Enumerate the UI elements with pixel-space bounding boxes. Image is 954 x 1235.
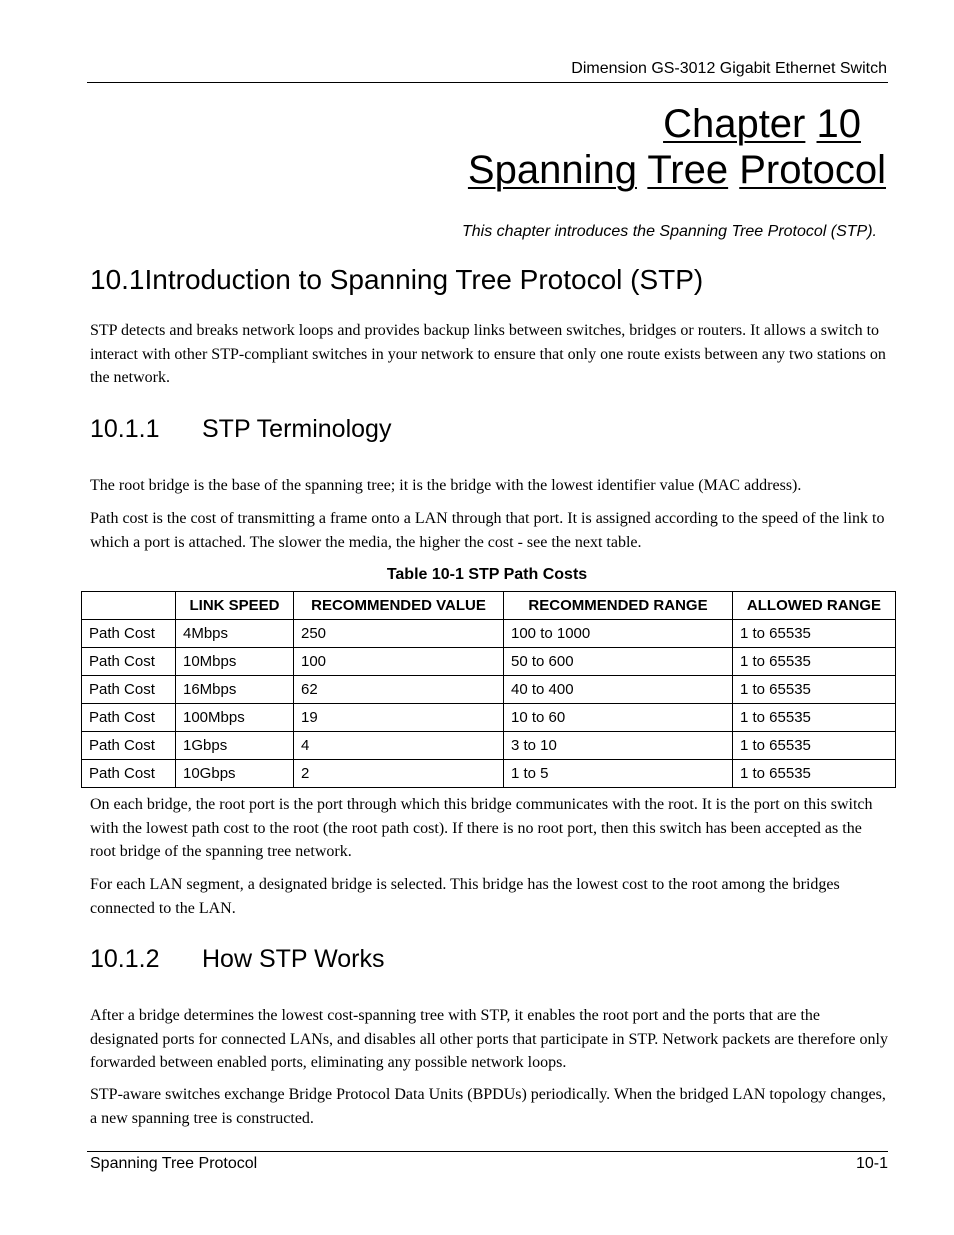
table-header-cell: ALLOWED RANGE [733,592,896,620]
table-cell: 19 [294,704,504,732]
chapter-title-word: Spanning [467,148,637,192]
table-cell: Path Cost [82,676,176,704]
table-header-row [82,592,896,620]
table-cell: 2 [294,760,504,788]
section-heading-10-1 [90,264,703,296]
header-rule [87,82,888,83]
table-cell: 10Gbps [176,760,294,788]
root-bridge-paragraph: The root bridge is the base of the spanning tree; it is the bridge with the lowest identifier value (MAC address). [90,477,802,494]
table-cell: 4Mbps [176,620,294,648]
section-title: STP Terminology [202,415,392,443]
table-cell: 50 to 600 [504,648,733,676]
table-row [82,648,896,676]
table-cell: 62 [294,676,504,704]
section-heading-10-1-2 [90,945,384,974]
section-title: How STP Works [202,945,385,973]
root-port-paragraph: On each bridge, the root port is the port through which this bridge communicates with the root. It is the port on this switch with the lowest path cost to the root (the root path cost). If there is no root port, then this switch has been accepted as the root bridge of the spanning tree network. [90,796,873,860]
stp-path-cost-table [81,591,896,788]
intro-paragraph: STP detects and breaks network loops and provides backup links between switches, bridges or routers. It allows a switch to interact with other STP-compliant switches in your network to ensure that only one route exists between any two stations on the network. [90,322,886,386]
table-cell: 4 [294,732,504,760]
table-cell: 1Gbps [176,732,294,760]
table-cell: 1 to 65535 [733,760,896,788]
table-row [82,732,896,760]
table-cell: Path Cost [82,620,176,648]
page-number: 10-1 [855,1155,888,1172]
table-header-cell: RECOMMENDED RANGE [504,592,733,620]
table-cell: 100 to 1000 [504,620,733,648]
table-header-cell: RECOMMENDED VALUE [294,592,504,620]
table-cell: 10 to 60 [504,704,733,732]
table-cell: 100 [294,648,504,676]
chapter-number: 10 [816,102,861,146]
table-cell: 16Mbps [176,676,294,704]
chapter-heading [663,100,861,148]
table-header-cell: LINK SPEED [176,592,294,620]
table-cell: 1 to 65535 [733,620,896,648]
table-row [82,704,896,732]
table-cell: 1 to 65535 [733,732,896,760]
section-number: 10.1.2 [90,945,160,973]
designated-bridge-paragraph: For each LAN segment, a designated bridge is selected. This bridge has the lowest cost to the root among the bridges connected to the LAN. [90,876,840,917]
table-cell: 1 to 5 [504,760,733,788]
table-cell: 250 [294,620,504,648]
chapter-intro: This chapter introduces the Spanning Tree Protocol (STP). [461,223,877,240]
table-row [82,760,896,788]
chapter-title-word: Protocol [739,148,886,192]
table-cell: 1 to 65535 [733,676,896,704]
table-header-cell [82,592,176,620]
section-number: 10.1.1 [90,415,160,443]
table-cell: 10Mbps [176,648,294,676]
table-cell: Path Cost [82,704,176,732]
table-cell: Path Cost [82,648,176,676]
chapter-title-word: Tree [647,148,729,192]
section-heading-10-1-1 [90,415,391,444]
chapter-title [468,146,886,194]
table-cell: 3 to 10 [504,732,733,760]
table-cell: 1 to 65535 [733,704,896,732]
section-number: 10.1 [90,264,145,295]
bpdu-paragraph: STP-aware switches exchange Bridge Protocol Data Units (BPDUs) periodically. When the bridged LAN topology changes, a new spanning tree is constructed. [90,1086,886,1127]
table-cell: Path Cost [82,760,176,788]
table-row [82,676,896,704]
table-row [82,620,896,648]
footer-rule [87,1151,888,1152]
running-header: Dimension GS-3012 Gigabit Ethernet Switch [571,60,887,77]
table-cell: 40 to 400 [504,676,733,704]
section-title: Introduction to Spanning Tree Protocol (STP) [144,264,704,295]
how-stp-works-paragraph: After a bridge determines the lowest cost-spanning tree with STP, it enables the root port and the ports that are the designated ports for connected LANs, and disables all other ports that participate in STP. Network packets are therefore only forwarded between enabled ports, eliminating any possible network loops. [90,1007,888,1071]
table-cell: 100Mbps [176,704,294,732]
chapter-word: Chapter [663,102,806,146]
table-cell: 1 to 65535 [733,648,896,676]
table-caption: Table 10-1 STP Path Costs [386,566,588,583]
path-cost-paragraph: Path cost is the cost of transmitting a frame onto a LAN through that port. It is assigned according to the speed of the link to which a port is attached. The slower the media, the higher the cost - see the next table. [90,510,885,551]
table-cell: Path Cost [82,732,176,760]
footer-title: Spanning Tree Protocol [90,1155,258,1172]
